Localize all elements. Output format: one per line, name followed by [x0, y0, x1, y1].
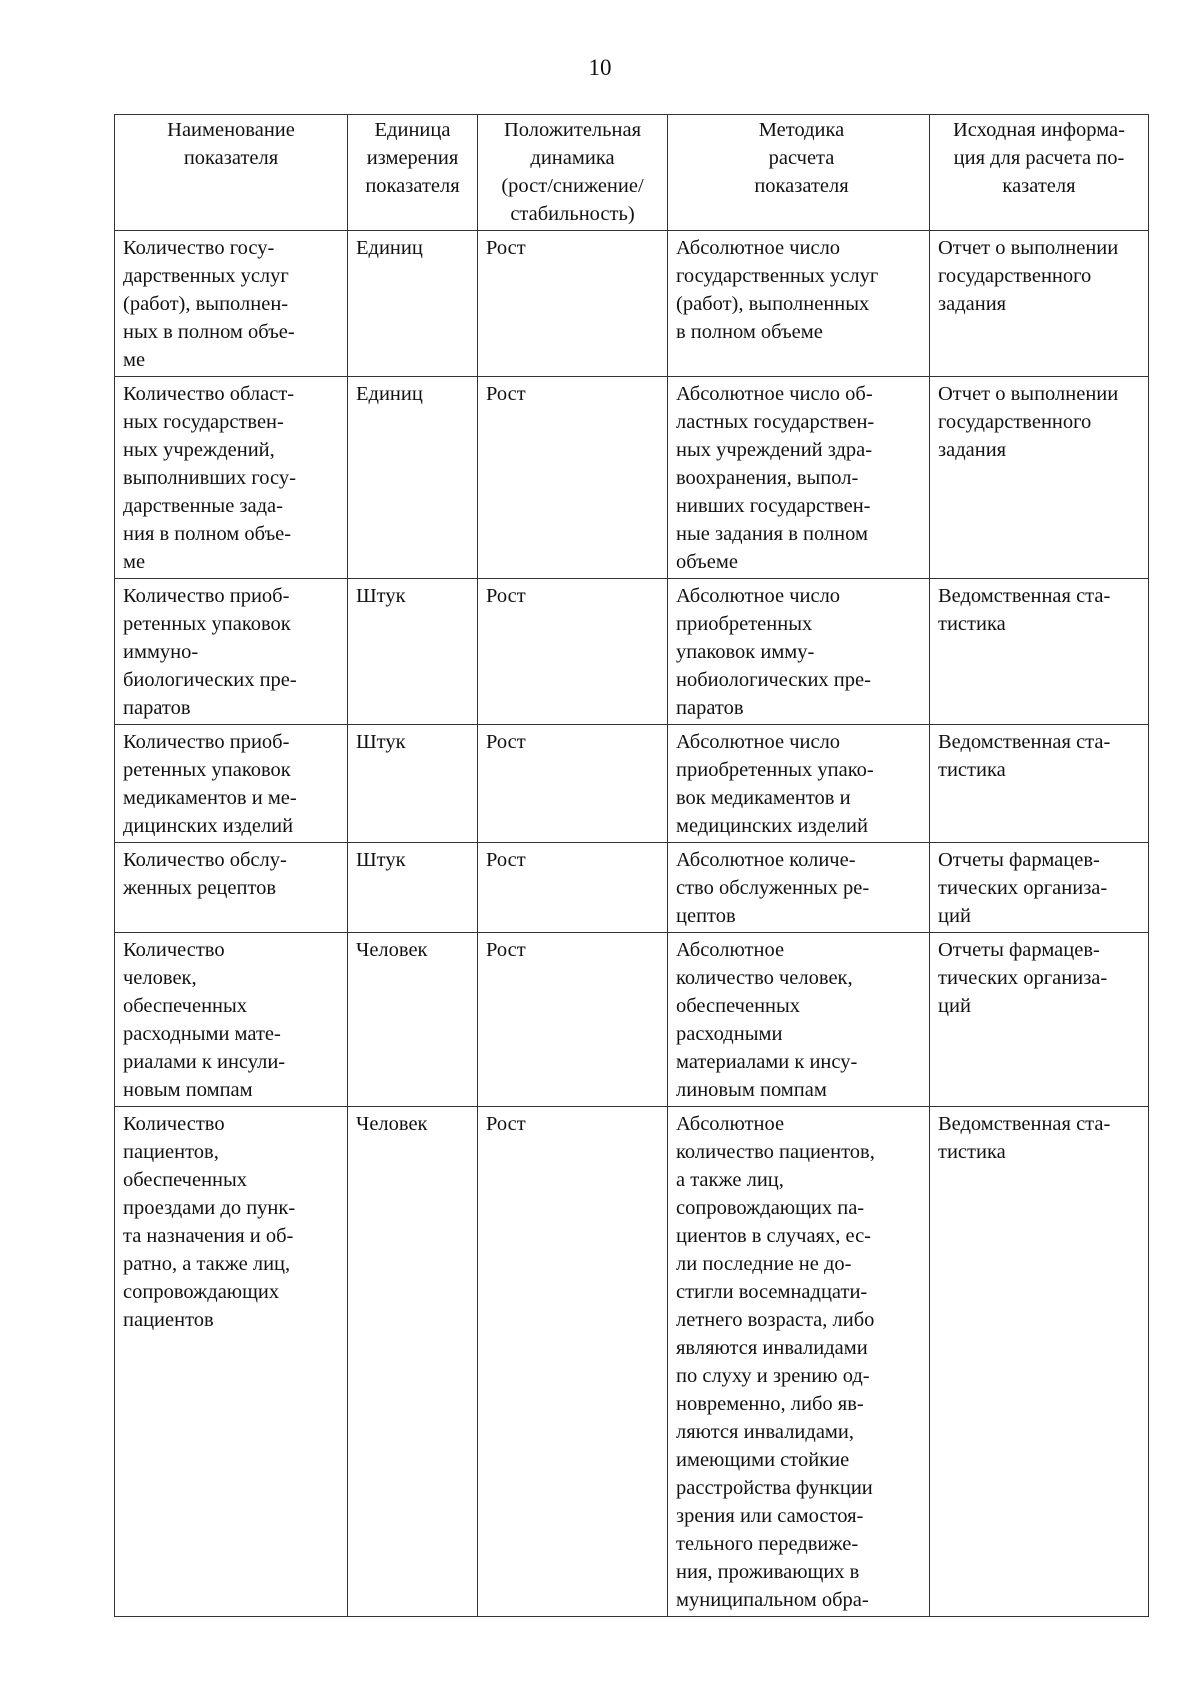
- cell-indicator-name: Количество обслу- женных рецептов: [115, 843, 348, 933]
- cell-indicator-name: Количество област- ных государствен- ных учреждений, выполнивших госу- дарственные зада- ния в полном объе- ме: [115, 377, 348, 579]
- cell-unit: Штук: [348, 843, 478, 933]
- cell-unit: Человек: [348, 1107, 478, 1617]
- cell-source: Ведомственная ста- тистика: [930, 725, 1149, 843]
- cell-method: Абсолютное количество человек, обеспеченных расходными материалами к инсу- линовым помпам: [668, 933, 930, 1107]
- cell-dynamics: Рост: [478, 377, 668, 579]
- cell-source: Ведомственная ста- тистика: [930, 579, 1149, 725]
- cell-method: Абсолютное количество пациентов, а также лиц, сопровождающих па- циентов в случаях, ес- ли последние не до- стигли восемнадцати- летнего возраста, либо являются инвалидами по слуху и зрению од- новременно, либо яв- ляются инвалидами, имеющими стойкие расстройства функции зрения или самостоя- тельного передвиже- ния, проживающих в муниципальном обра-: [668, 1107, 930, 1617]
- header-source: Исходная информа- ция для расчета по- казателя: [930, 115, 1149, 231]
- cell-dynamics: Рост: [478, 579, 668, 725]
- cell-method: Абсолютное число приобретенных упаковок имму- нобиологических пре- паратов: [668, 579, 930, 725]
- cell-unit: Штук: [348, 725, 478, 843]
- cell-dynamics: Рост: [478, 933, 668, 1107]
- cell-indicator-name: Количество приоб- ретенных упаковок иммуно- биологических пре- паратов: [115, 579, 348, 725]
- table-row: [115, 579, 1149, 725]
- indicators-table: [114, 114, 1149, 1617]
- page-number: 10: [588, 55, 612, 80]
- cell-method: Абсолютное число приобретенных упако- вок медикаментов и медицинских изделий: [668, 725, 930, 843]
- table-header-row: [115, 115, 1149, 231]
- header-dynamics: Положительная динамика (рост/снижение/ стабильность): [478, 115, 668, 231]
- cell-dynamics: Рост: [478, 1107, 668, 1617]
- cell-indicator-name: Количество пациентов, обеспеченных проездами до пунк- та назначения и об- ратно, а также лиц, сопровождающих пациентов: [115, 1107, 348, 1617]
- table-row: [115, 933, 1149, 1107]
- cell-method: Абсолютное количе- ство обслуженных ре- цептов: [668, 843, 930, 933]
- cell-indicator-name: Количество человек, обеспеченных расходными мате- риалами к инсули- новым помпам: [115, 933, 348, 1107]
- cell-source: Отчет о выполнении государственного задания: [930, 377, 1149, 579]
- cell-source: Отчет о выполнении государственного задания: [930, 231, 1149, 377]
- cell-source: Ведомственная ста- тистика: [930, 1107, 1149, 1617]
- header-indicator-name: Наименование показателя: [115, 115, 348, 231]
- table-row: [115, 843, 1149, 933]
- cell-unit: Штук: [348, 579, 478, 725]
- cell-unit: Человек: [348, 933, 478, 1107]
- cell-source: Отчеты фармацев- тических организа- ций: [930, 933, 1149, 1107]
- cell-dynamics: Рост: [478, 843, 668, 933]
- cell-method: Абсолютное число государственных услуг (работ), выполненных в полном объеме: [668, 231, 930, 377]
- cell-unit: Единиц: [348, 231, 478, 377]
- cell-source: Отчеты фармацев- тических организа- ций: [930, 843, 1149, 933]
- cell-unit: Единиц: [348, 377, 478, 579]
- table-row: [115, 231, 1149, 377]
- table-row: [115, 377, 1149, 579]
- table-row: [115, 725, 1149, 843]
- cell-method: Абсолютное число об- ластных государствен- ных учреждений здра- воохранения, выпол- нивших государствен- ные задания в полном объеме: [668, 377, 930, 579]
- cell-indicator-name: Количество госу- дарственных услуг (работ), выполнен- ных в полном объе- ме: [115, 231, 348, 377]
- header-unit: Единица измерения показателя: [348, 115, 478, 231]
- table-row: [115, 1107, 1149, 1617]
- cell-dynamics: Рост: [478, 231, 668, 377]
- cell-indicator-name: Количество приоб- ретенных упаковок медикаментов и ме- дицинских изделий: [115, 725, 348, 843]
- cell-dynamics: Рост: [478, 725, 668, 843]
- header-method: Методика расчета показателя: [668, 115, 930, 231]
